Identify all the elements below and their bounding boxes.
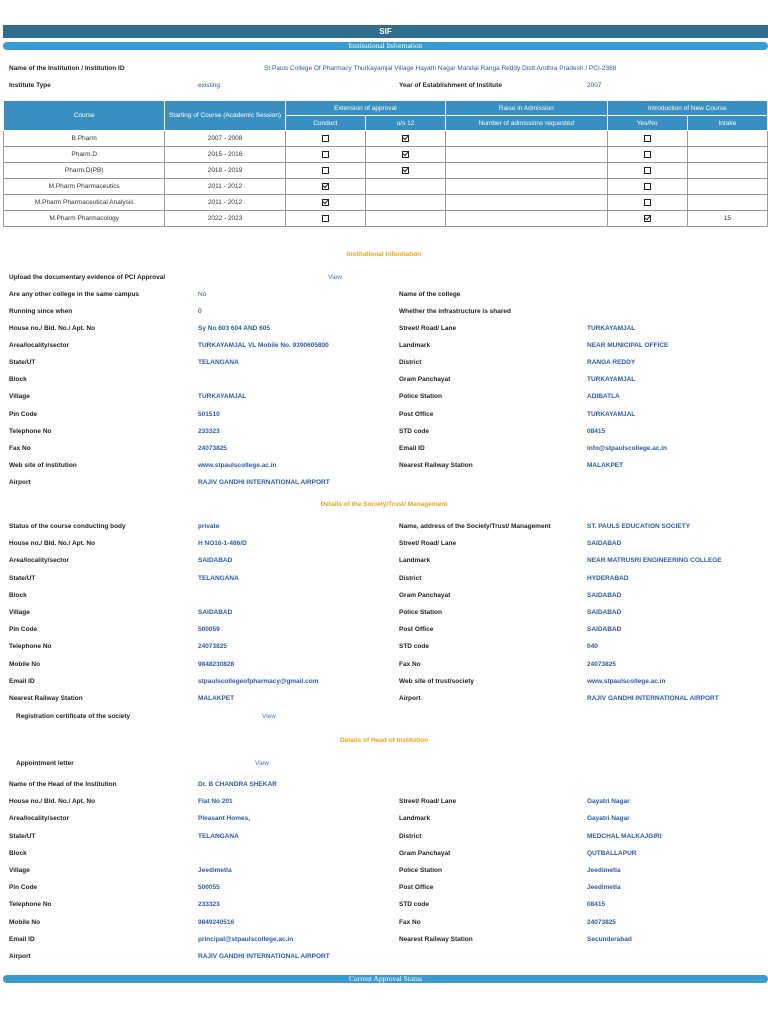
- pin-label: Pin Code: [9, 626, 38, 634]
- status-value: private: [198, 523, 220, 530]
- std-label: STD code: [399, 901, 429, 909]
- gram-label: Gram Panchayat: [399, 591, 451, 599]
- mobile-value: 9849240516: [198, 918, 235, 926]
- society-section-title: Details of the Society/Trust/ Management: [320, 501, 448, 508]
- house-label: House no./ Bld. No./ Apt. No: [9, 798, 96, 806]
- inst_section-row: [0, 477, 768, 489]
- admissions-requested: [446, 211, 607, 227]
- table-row: [4, 131, 768, 147]
- pin-value: 500059: [198, 626, 220, 634]
- mobile-value: 9848230828: [198, 660, 235, 668]
- landmark-value: NEAR MATRUSRI ENGINEERING COLLEGE: [587, 557, 722, 565]
- tel-value: 24073825: [198, 643, 227, 651]
- airport-label: Airport: [9, 953, 31, 960]
- conduct-checkbox[interactable]: [322, 215, 329, 222]
- std-label: STD code: [399, 643, 429, 651]
- inst_section-row: [0, 409, 768, 421]
- fax-label: Fax No: [9, 444, 31, 452]
- yesno-cell: [607, 211, 687, 227]
- institution-name-value: St Pauls College Of Pharmacy Thurkayamjal Village Hayath Nagar Mandal Ranga Reddy Distt Andhra Pradesh / PCI-2388: [264, 65, 617, 72]
- course-session: 2022 - 2023: [165, 211, 285, 227]
- table-row: [4, 179, 768, 195]
- course-session: 2018 - 2019: [165, 163, 285, 179]
- yesno-cell: [607, 163, 687, 179]
- gram-label: Gram Panchayat: [399, 849, 451, 857]
- gram-value: SAIDABAD: [587, 591, 622, 599]
- us12-checkbox[interactable]: [402, 167, 409, 174]
- appt-view-link[interactable]: View: [255, 760, 269, 767]
- village-value: SAIDABAD: [198, 609, 233, 616]
- state-label: State/UT: [9, 832, 36, 840]
- status-label: Status of the course conducting body: [9, 523, 126, 530]
- web-label: Web site of trust/society: [399, 677, 475, 685]
- admissions-header: Number of admissions requested: [446, 116, 607, 131]
- gram-value: TURKAYAMJAL: [587, 376, 636, 384]
- table-row: [4, 195, 768, 211]
- inst_section-row: [0, 374, 768, 386]
- conduct-checkbox[interactable]: [322, 135, 329, 142]
- appt-row: [0, 758, 768, 770]
- course-name: Pharm.D: [4, 147, 165, 163]
- pin-label: Pin Code: [9, 884, 38, 892]
- email-label: Email ID: [9, 935, 35, 943]
- admissions-requested: [446, 163, 607, 179]
- email-value: stpaulscollegeofpharmacy@gmail.com: [198, 677, 319, 685]
- inst_section-row: [0, 460, 768, 472]
- yesno-checkbox[interactable]: [644, 151, 651, 158]
- airport-value: RAJIV GANDHI INTERNATIONAL AIRPORT: [198, 953, 330, 960]
- table-row: [4, 147, 768, 163]
- std-value: 08415: [587, 427, 606, 435]
- rail-value: Secunderabad: [587, 935, 632, 943]
- society-row: [0, 538, 768, 550]
- establishment-year-value: 2007: [587, 82, 602, 89]
- course-session: 2011 - 2012: [165, 179, 285, 195]
- rail-label: Nearest Railway Station: [399, 461, 473, 469]
- village-label: Village: [9, 393, 30, 401]
- email-label: Email ID: [9, 677, 35, 685]
- yesno-cell: [607, 179, 687, 195]
- fax-label: Fax No: [399, 918, 421, 926]
- conduct-cell: [285, 179, 365, 195]
- airport-label: Airport: [9, 478, 31, 486]
- intake: 15: [687, 211, 767, 227]
- society-row: [0, 676, 768, 688]
- us12-checkbox[interactable]: [402, 151, 409, 158]
- landmark-value: NEAR MUNICIPAL OFFICE: [587, 342, 669, 350]
- head-row: [0, 899, 768, 911]
- house-value: Flat No 201: [198, 798, 233, 806]
- house-value: Sy No 603 604 AND 605: [198, 325, 271, 332]
- same-campus-row: [0, 289, 768, 301]
- police-value: SAIDABAD: [587, 609, 622, 616]
- mobile-label: Mobile No: [9, 660, 41, 668]
- intake: [687, 131, 767, 147]
- society-row: [0, 624, 768, 636]
- conduct-cell: [285, 147, 365, 163]
- head-row: [0, 813, 768, 825]
- table-row: [4, 163, 768, 179]
- post-label: Post Office: [399, 410, 434, 418]
- street-label: Street/ Road/ Lane: [399, 540, 457, 548]
- inst_section-row: [0, 340, 768, 352]
- yesno-header: Yes/No: [607, 116, 687, 131]
- us12-cell: [365, 211, 445, 227]
- area-label: Area/locality/sector: [9, 557, 69, 565]
- conduct-cell: [285, 163, 365, 179]
- area-label: Area/locality/sector: [9, 342, 69, 350]
- street-value: SAIDABAD: [587, 540, 622, 548]
- street-value: TURKAYAMJAL: [587, 325, 636, 332]
- society-row: [0, 521, 768, 533]
- area-label: Area/locality/sector: [9, 815, 69, 823]
- institution-name-row: [0, 63, 768, 75]
- pci-view-link[interactable]: View: [328, 274, 342, 281]
- intake: [687, 195, 767, 211]
- street-label: Street/ Road/ Lane: [399, 325, 457, 332]
- yesno-checkbox[interactable]: [644, 199, 651, 206]
- post-value: TURKAYAMJAL: [587, 410, 636, 418]
- institutional-info-banner: Institutional Information: [3, 42, 768, 50]
- web-label: Web site of institution: [9, 461, 77, 469]
- post-value: Jeedimetla: [587, 884, 621, 892]
- pci-upload-label: Upload the documentary evidence of PCI Approval: [9, 274, 166, 281]
- institution-name-label: Name of the Institution / Institution ID: [9, 65, 125, 72]
- tel-label: Telephone No: [9, 643, 52, 651]
- state-label: State/UT: [9, 359, 36, 367]
- district-label: District: [399, 359, 422, 367]
- same-campus-label: Are any other college in the same campus: [9, 291, 140, 298]
- society-reg-view-link[interactable]: View: [262, 713, 276, 720]
- pci-upload-row: [0, 272, 768, 284]
- police-label: Police Station: [399, 867, 442, 874]
- state-label: State/UT: [9, 574, 36, 582]
- raise-header: Raise in Admission: [446, 101, 607, 116]
- admissions-requested: [446, 131, 607, 147]
- establishment-year-label: Year of Establishment of Institute: [399, 82, 502, 89]
- rail-value: MALAKPET: [198, 695, 235, 702]
- course-header: Course: [4, 101, 165, 131]
- area-value: TURKAYAMJAL VL Mobile No. 9390605800: [198, 342, 329, 350]
- state-value: TELANGANA: [198, 574, 239, 582]
- head-row: [0, 796, 768, 808]
- head-row: [0, 831, 768, 843]
- gram-value: QUTBALLAPUR: [587, 849, 637, 857]
- web-value: www.stpaulscollege.ac.in: [587, 677, 666, 685]
- inst_section-row: [0, 391, 768, 403]
- inst_section-row: [0, 323, 768, 335]
- intake: [687, 163, 767, 179]
- head-row: [0, 934, 768, 946]
- course-name: Pharm.D(PB): [4, 163, 165, 179]
- airport-value: RAJIV GANDHI INTERNATIONAL AIRPORT: [587, 695, 719, 702]
- society-row: [0, 607, 768, 619]
- area-value: SAIDABAD: [198, 557, 233, 565]
- head-section-title: Details of Head of Institution: [339, 737, 429, 744]
- email-value: principal@stpaulscollege.ac.in: [198, 935, 294, 943]
- conduct-header: Conduct: [285, 116, 365, 131]
- police-value: ADIBATLA: [587, 393, 620, 401]
- conduct-checkbox[interactable]: [322, 199, 329, 206]
- district-value: RANGA REDDY: [587, 359, 636, 367]
- head-row: [0, 951, 768, 963]
- district-value: MEDCHAL MALKAJGIRI: [587, 832, 662, 840]
- us12-cell: [365, 131, 445, 147]
- pin-value: 500055: [198, 884, 220, 892]
- appt-label: Appointment letter: [16, 760, 74, 767]
- tel-label: Telephone No: [9, 427, 52, 435]
- head-row: [0, 917, 768, 929]
- head-row: [0, 779, 768, 791]
- gram-label: Gram Panchayat: [399, 376, 451, 384]
- fax-value: 24073825: [587, 660, 616, 668]
- society-row: [0, 573, 768, 585]
- state-value: TELANGANA: [198, 832, 239, 840]
- table-row: [4, 211, 768, 227]
- village-value: Jeedimetla: [198, 867, 232, 874]
- intro-header: Introduction of New Course: [607, 101, 767, 116]
- village-label: Village: [9, 867, 30, 874]
- village-value: TURKAYAMJAL: [198, 393, 247, 401]
- village-label: Village: [9, 609, 30, 616]
- extension-header: Extension of approval: [285, 101, 445, 116]
- tel-label: Telephone No: [9, 901, 52, 909]
- state-value: TELANGANA: [198, 359, 239, 367]
- landmark-value: Gayatri Nagar: [587, 815, 630, 823]
- admissions-requested: [446, 147, 607, 163]
- fax-value: 24073825: [587, 918, 616, 926]
- conduct-checkbox[interactable]: [322, 167, 329, 174]
- inst_section-row: [0, 443, 768, 455]
- name-value: Dr. B CHANDRA SHEKAR: [198, 781, 277, 788]
- area-value: Pleasant Homes,: [198, 815, 251, 823]
- inst-section-title: Institutional Information: [346, 251, 422, 258]
- conduct-cell: [285, 195, 365, 211]
- intake: [687, 179, 767, 195]
- house-label: House no./ Bld. No./ Apt. No: [9, 540, 96, 548]
- block-label: Block: [9, 591, 27, 599]
- us12-checkbox[interactable]: [402, 135, 409, 142]
- yesno-checkbox[interactable]: [644, 167, 651, 174]
- intake: [687, 147, 767, 163]
- landmark-label: Landmark: [399, 557, 431, 565]
- same-campus-value: No: [198, 291, 207, 298]
- std-label: STD code: [399, 427, 429, 435]
- society-row: [0, 641, 768, 653]
- district-label: District: [399, 574, 422, 582]
- head-row: [0, 865, 768, 877]
- yesno-checkbox[interactable]: [644, 215, 651, 222]
- society-row: [0, 555, 768, 567]
- us12-cell: [365, 195, 445, 211]
- page-title: SIF: [3, 25, 768, 38]
- tel-value: 233323: [198, 427, 220, 435]
- society-row: [0, 693, 768, 705]
- post-label: Post Office: [399, 884, 434, 892]
- airport-label: Airport: [399, 695, 421, 702]
- course-name: M.Pharm Pharmaceutics: [4, 179, 165, 195]
- college-name-label: Name of the college: [399, 291, 461, 298]
- us12-header: u/s 12: [365, 116, 445, 131]
- rail-label: Nearest Railway Station: [9, 695, 83, 702]
- rail-label: Nearest Railway Station: [399, 935, 473, 943]
- district-value: HYDERABAD: [587, 574, 629, 582]
- us12-cell: [365, 179, 445, 195]
- block-label: Block: [9, 849, 27, 857]
- shared-label: Whether the infrastructure is shared: [399, 308, 511, 315]
- inst_section-row: [0, 357, 768, 369]
- yesno-checkbox[interactable]: [644, 183, 651, 190]
- course-table: [3, 100, 768, 227]
- institute-type-value: existing: [198, 82, 221, 89]
- course-name: M.Pharm Pharmacology: [4, 211, 165, 227]
- mobile-label: Mobile No: [9, 918, 41, 926]
- post-label: Post Office: [399, 626, 434, 634]
- email-value: info@stpaulscollege.ac.in: [587, 444, 668, 452]
- name-label: Name, address of the Society/Trust/ Management: [399, 523, 551, 530]
- conduct-cell: [285, 211, 365, 227]
- institute-type-row: [0, 80, 768, 92]
- start-session-header: Starting of Course (Academic Session): [165, 101, 285, 131]
- head-row: [0, 848, 768, 860]
- email-label: Email ID: [399, 444, 425, 452]
- admissions-requested: [446, 195, 607, 211]
- rail-value: MALAKPET: [587, 461, 624, 469]
- name-label: Name of the Head of the Institution: [9, 781, 117, 788]
- yesno-cell: [607, 195, 687, 211]
- district-label: District: [399, 832, 422, 840]
- block-label: Block: [9, 376, 27, 384]
- us12-cell: [365, 147, 445, 163]
- std-value: 08415: [587, 901, 606, 909]
- course-session: 2011 - 2012: [165, 195, 285, 211]
- intake-header: Intake: [687, 116, 767, 131]
- society-reg-row: [0, 711, 768, 723]
- society-reg-label: Registration certificate of the society: [16, 713, 131, 720]
- us12-cell: [365, 163, 445, 179]
- pin-label: Pin Code: [9, 410, 38, 418]
- airport-value: RAJIV GANDHI INTERNATIONAL AIRPORT: [198, 478, 330, 486]
- police-value: Jeedimetla: [587, 867, 621, 874]
- course-name: M.Pharm Pharmaceutical Analysis: [4, 195, 165, 211]
- approval-status-banner: Current Approval Status: [3, 975, 768, 983]
- police-label: Police Station: [399, 609, 442, 616]
- society-row: [0, 590, 768, 602]
- name-value: ST. PAULS EDUCATION SOCIETY: [587, 523, 691, 530]
- conduct-cell: [285, 131, 365, 147]
- course-name: B.Pharm: [4, 131, 165, 147]
- pin-value: 501510: [198, 410, 220, 418]
- police-label: Police Station: [399, 393, 442, 401]
- inst_section-row: [0, 426, 768, 438]
- yesno-checkbox[interactable]: [644, 135, 651, 142]
- street-value: Gayatri Nagar: [587, 798, 630, 806]
- post-value: SAIDABAD: [587, 626, 622, 634]
- conduct-checkbox[interactable]: [322, 183, 329, 190]
- web-value: www.stpaulscollege.ac.in: [198, 461, 277, 469]
- std-value: 040: [587, 643, 598, 651]
- society-row: [0, 659, 768, 671]
- admissions-requested: [446, 179, 607, 195]
- landmark-label: Landmark: [399, 342, 431, 350]
- course-session: 2007 - 2008: [165, 131, 285, 147]
- house-value: H NO16-1-486/D: [198, 540, 247, 548]
- head-row: [0, 882, 768, 894]
- conduct-checkbox[interactable]: [322, 151, 329, 158]
- fax-label: Fax No: [399, 660, 421, 668]
- running-label: Running since when: [9, 308, 73, 315]
- house-label: House no./ Bld. No./ Apt. No: [9, 325, 96, 332]
- course-session: 2015 - 2016: [165, 147, 285, 163]
- running-row: [0, 306, 768, 318]
- fax-value: 24073825: [198, 444, 227, 452]
- landmark-label: Landmark: [399, 815, 431, 823]
- yesno-cell: [607, 131, 687, 147]
- tel-value: 233323: [198, 901, 220, 909]
- institute-type-label: Institute Type: [9, 82, 51, 89]
- yesno-cell: [607, 147, 687, 163]
- running-value: 0: [198, 308, 202, 315]
- street-label: Street/ Road/ Lane: [399, 798, 457, 806]
